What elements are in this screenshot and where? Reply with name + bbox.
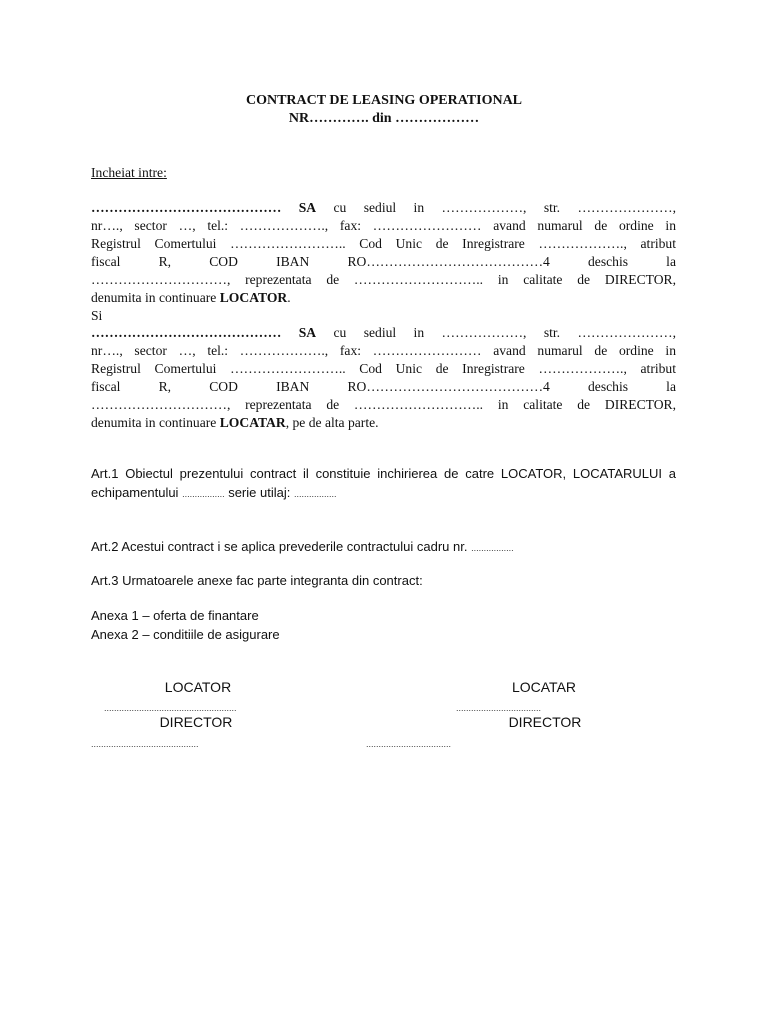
article-1-equipment-blank: ................. bbox=[182, 489, 225, 499]
party2-company-type: SA bbox=[298, 325, 317, 340]
party2-line2: nr…., sector …, tel.: ………………., fax: …………………… avand numarul de ordine in bbox=[91, 343, 676, 358]
party1-line1 bbox=[91, 199, 676, 217]
party2-name-blank: …………………………………… bbox=[91, 325, 282, 340]
party2-line3: Registrul Comertului …………………….. Cod Unic de Inregistrare ………………., atribut bbox=[91, 361, 676, 376]
article-1-line2 bbox=[91, 484, 336, 503]
annex-2: Anexa 2 – conditiile de asigurare bbox=[91, 627, 280, 642]
signature-right-line2: .................................. bbox=[366, 739, 452, 749]
party1-name-blank: …………………………………… bbox=[91, 200, 282, 215]
article-3: Art.3 Urmatoarele anexe fac parte integranta din contract: bbox=[91, 573, 423, 588]
signature-left-role: LOCATOR bbox=[164, 679, 232, 695]
party1-role: LOCATOR bbox=[219, 290, 288, 305]
intro-heading: Incheiat intre: bbox=[91, 165, 167, 180]
party2-line1-rest: cu sediul in ………………, str. …………………, bbox=[333, 325, 677, 340]
party2-line1 bbox=[91, 324, 676, 342]
party1-line6-post: . bbox=[287, 290, 291, 305]
article-1-line1: Art.1 Obiectul prezentului contract il constituie inchirierea de catre LOCATOR, LOCATARULUI a bbox=[91, 466, 676, 481]
signature-left-title: DIRECTOR bbox=[159, 714, 233, 730]
party2-line6-post: , pe de alta parte. bbox=[285, 415, 379, 430]
article-2-text: Art.2 Acestui contract i se aplica prevederile contractului cadru nr. bbox=[91, 539, 472, 554]
party1-line6-pre: denumita in continuare bbox=[91, 290, 220, 305]
party2-line4: fiscal R, COD IBAN RO…………………………………4 deschis la bbox=[91, 379, 676, 394]
article-2 bbox=[91, 538, 514, 557]
party1-line3: Registrul Comertului …………………….. Cod Unic de Inregistrare ………………., atribut bbox=[91, 236, 676, 251]
party2-line6-pre: denumita in continuare bbox=[91, 415, 220, 430]
party1-line2: nr…., sector …, tel.: ………………., fax: …………………… avand numarul de ordine in bbox=[91, 218, 676, 233]
signature-right-role: LOCATAR bbox=[511, 679, 577, 695]
signature-right-line1: .................................. bbox=[456, 703, 542, 713]
party1-line6 bbox=[91, 289, 676, 307]
party1-line1-rest: cu sediul in ………………, str. …………………, bbox=[333, 200, 677, 215]
intro-heading-text: Incheiat intre bbox=[91, 165, 164, 180]
party1-company-type: SA bbox=[298, 200, 317, 215]
party1-line4: fiscal R, COD IBAN RO…………………………………4 deschis la bbox=[91, 254, 676, 269]
signature-right-title: DIRECTOR bbox=[508, 714, 582, 730]
article-1-equipment-label: echipamentului bbox=[91, 485, 183, 500]
party1-line5: …………………………, reprezentata de ……………………….. in calitate de DIRECTOR, bbox=[91, 272, 676, 287]
annex-1: Anexa 1 – oferta de finantare bbox=[91, 608, 259, 623]
contract-title: CONTRACT DE LEASING OPERATIONAL bbox=[245, 93, 523, 108]
party2-role: LOCATAR bbox=[219, 415, 286, 430]
article-1-serial-blank: ................. bbox=[293, 489, 337, 499]
party-separator: Si bbox=[91, 308, 103, 323]
signature-left-line2: ........................................... bbox=[91, 739, 199, 749]
party2-line6 bbox=[91, 414, 676, 432]
article-2-blank: ................. bbox=[471, 543, 514, 553]
signature-left-line1: ..................................................... bbox=[104, 703, 237, 713]
contract-number-line: NR…………. din ……………… bbox=[288, 111, 480, 126]
party2-line5: …………………………, reprezentata de ……………………….. in calitate de DIRECTOR, bbox=[91, 397, 676, 412]
article-1-serial-label: serie utilaj: bbox=[224, 485, 294, 500]
